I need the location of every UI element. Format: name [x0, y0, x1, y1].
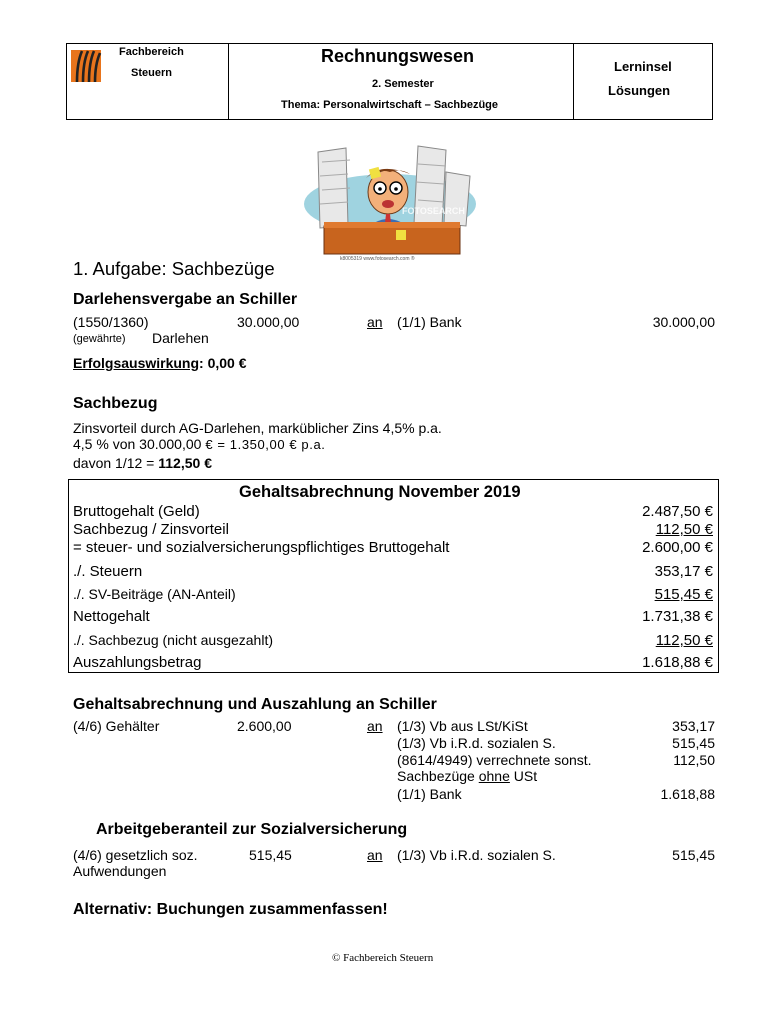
header-divider	[573, 44, 574, 119]
salary-label: = steuer- und sozialversicherungspflichtiges Bruttogehalt	[73, 539, 450, 556]
credit-account: (8614/4949) verrechnete sonst.	[397, 752, 592, 768]
sachbezug-line: davon 1/12 =	[73, 455, 155, 471]
sachbezug-result: 112,50 €	[158, 455, 212, 471]
section-heading: Darlehensvergabe an Schiller	[73, 291, 298, 308]
watermark-text: FOTOSEARCH	[402, 206, 465, 216]
sachbezug-line: 4,5 % von 30.000,00	[73, 436, 202, 452]
credit-amount: 515,45	[672, 735, 715, 751]
office-worker-illustration	[300, 142, 480, 262]
section-heading: Gehaltsabrechnung und Auszahlung an Schiller	[73, 696, 437, 713]
debit-amount: 515,45	[249, 847, 292, 863]
credit-account-cont: USt	[513, 768, 538, 784]
effect-value: : 0,00 €	[199, 355, 247, 371]
effect-label: Erfolgsauswirkung	[73, 355, 200, 371]
debit-account: (4/6) Gehälter	[73, 718, 160, 734]
credit-amount: 515,45	[672, 847, 715, 863]
sachbezug-line: € = 1.350,00 € p.a.	[205, 437, 326, 452]
alternative-note: Alternativ: Buchungen zusammenfassen!	[73, 901, 388, 918]
salary-value: 1.618,88 €	[642, 654, 713, 671]
sachbezug-line: Zinsvorteil durch AG-Darlehen, marküblicher Zins 4,5% p.a.	[73, 420, 442, 436]
salary-label: ./. SV-Beiträge (AN-Anteil)	[73, 586, 236, 602]
debit-account: (4/6) gesetzlich soz.	[73, 847, 198, 863]
semester: 2. Semester	[372, 78, 434, 90]
debit-account: (1550/1360)	[73, 314, 149, 330]
header-divider	[228, 44, 229, 119]
credit-account: (1/1) Bank	[397, 786, 462, 802]
credit-account-cont: Sachbezüge	[397, 768, 475, 784]
an-label: an	[367, 718, 383, 734]
credit-account-cont: ohne	[478, 768, 510, 784]
salary-value: 2.487,50 €	[642, 503, 713, 520]
task-title: 1. Aufgabe: Sachbezüge	[73, 258, 275, 279]
salary-value: 1.731,38 €	[642, 608, 713, 625]
debit-amount: 2.600,00	[237, 718, 292, 734]
salary-label: ./. Steuern	[73, 563, 143, 580]
salary-statement-box	[68, 479, 719, 673]
salary-value: 515,45 €	[654, 586, 713, 603]
fachbereich-logo	[69, 48, 103, 84]
salary-label: Nettogehalt	[73, 608, 150, 625]
credit-amount: 353,17	[672, 718, 715, 734]
debit-amount: 30.000,00	[237, 314, 300, 330]
salary-value: 112,50 €	[655, 521, 713, 538]
an-label: an	[367, 847, 383, 863]
salary-value: 112,50 €	[655, 632, 713, 649]
an-label: an	[367, 314, 383, 330]
header-table	[66, 43, 713, 120]
salary-label: Bruttogehalt (Geld)	[73, 503, 200, 520]
doc-title: Rechnungswesen	[321, 46, 475, 66]
credit-amount: 112,50	[673, 752, 715, 768]
debit-account: Aufwendungen	[73, 863, 167, 879]
right-label: Lösungen	[608, 83, 671, 98]
salary-value: 2.600,00 €	[642, 539, 713, 556]
salary-title: Gehaltsabrechnung November 2019	[239, 483, 521, 501]
section-heading: Sachbezug	[73, 395, 158, 412]
dept-label: Fachbereich	[119, 46, 184, 58]
credit-amount: 1.618,88	[660, 786, 715, 802]
illustration-credit: k8005319 www.fotosearch.com ®	[340, 256, 415, 262]
salary-label: Auszahlungsbetrag	[73, 654, 202, 671]
credit-account: (1/1) Bank	[397, 314, 462, 330]
section-heading: Arbeitgeberanteil zur Sozialversicherung	[96, 821, 408, 838]
salary-label: ./. Sachbezug (nicht ausgezahlt)	[73, 632, 274, 648]
right-label: Lerninsel	[614, 59, 672, 74]
credit-account: (1/3) Vb aus LSt/KiSt	[397, 718, 528, 734]
salary-label: Sachbezug / Zinsvorteil	[73, 521, 229, 538]
footer: © Fachbereich Steuern	[332, 952, 434, 964]
salary-value: 353,17 €	[654, 563, 713, 580]
loan-note-small: (gewährte)	[73, 333, 126, 345]
credit-account: (1/3) Vb i.R.d. sozialen S.	[397, 735, 556, 751]
topic: Thema: Personalwirtschaft – Sachbezüge	[281, 99, 499, 111]
credit-account: (1/3) Vb i.R.d. sozialen S.	[397, 847, 556, 863]
credit-amount: 30.000,00	[652, 314, 715, 330]
dept-label: Steuern	[131, 67, 172, 79]
loan-note: Darlehen	[152, 330, 209, 346]
